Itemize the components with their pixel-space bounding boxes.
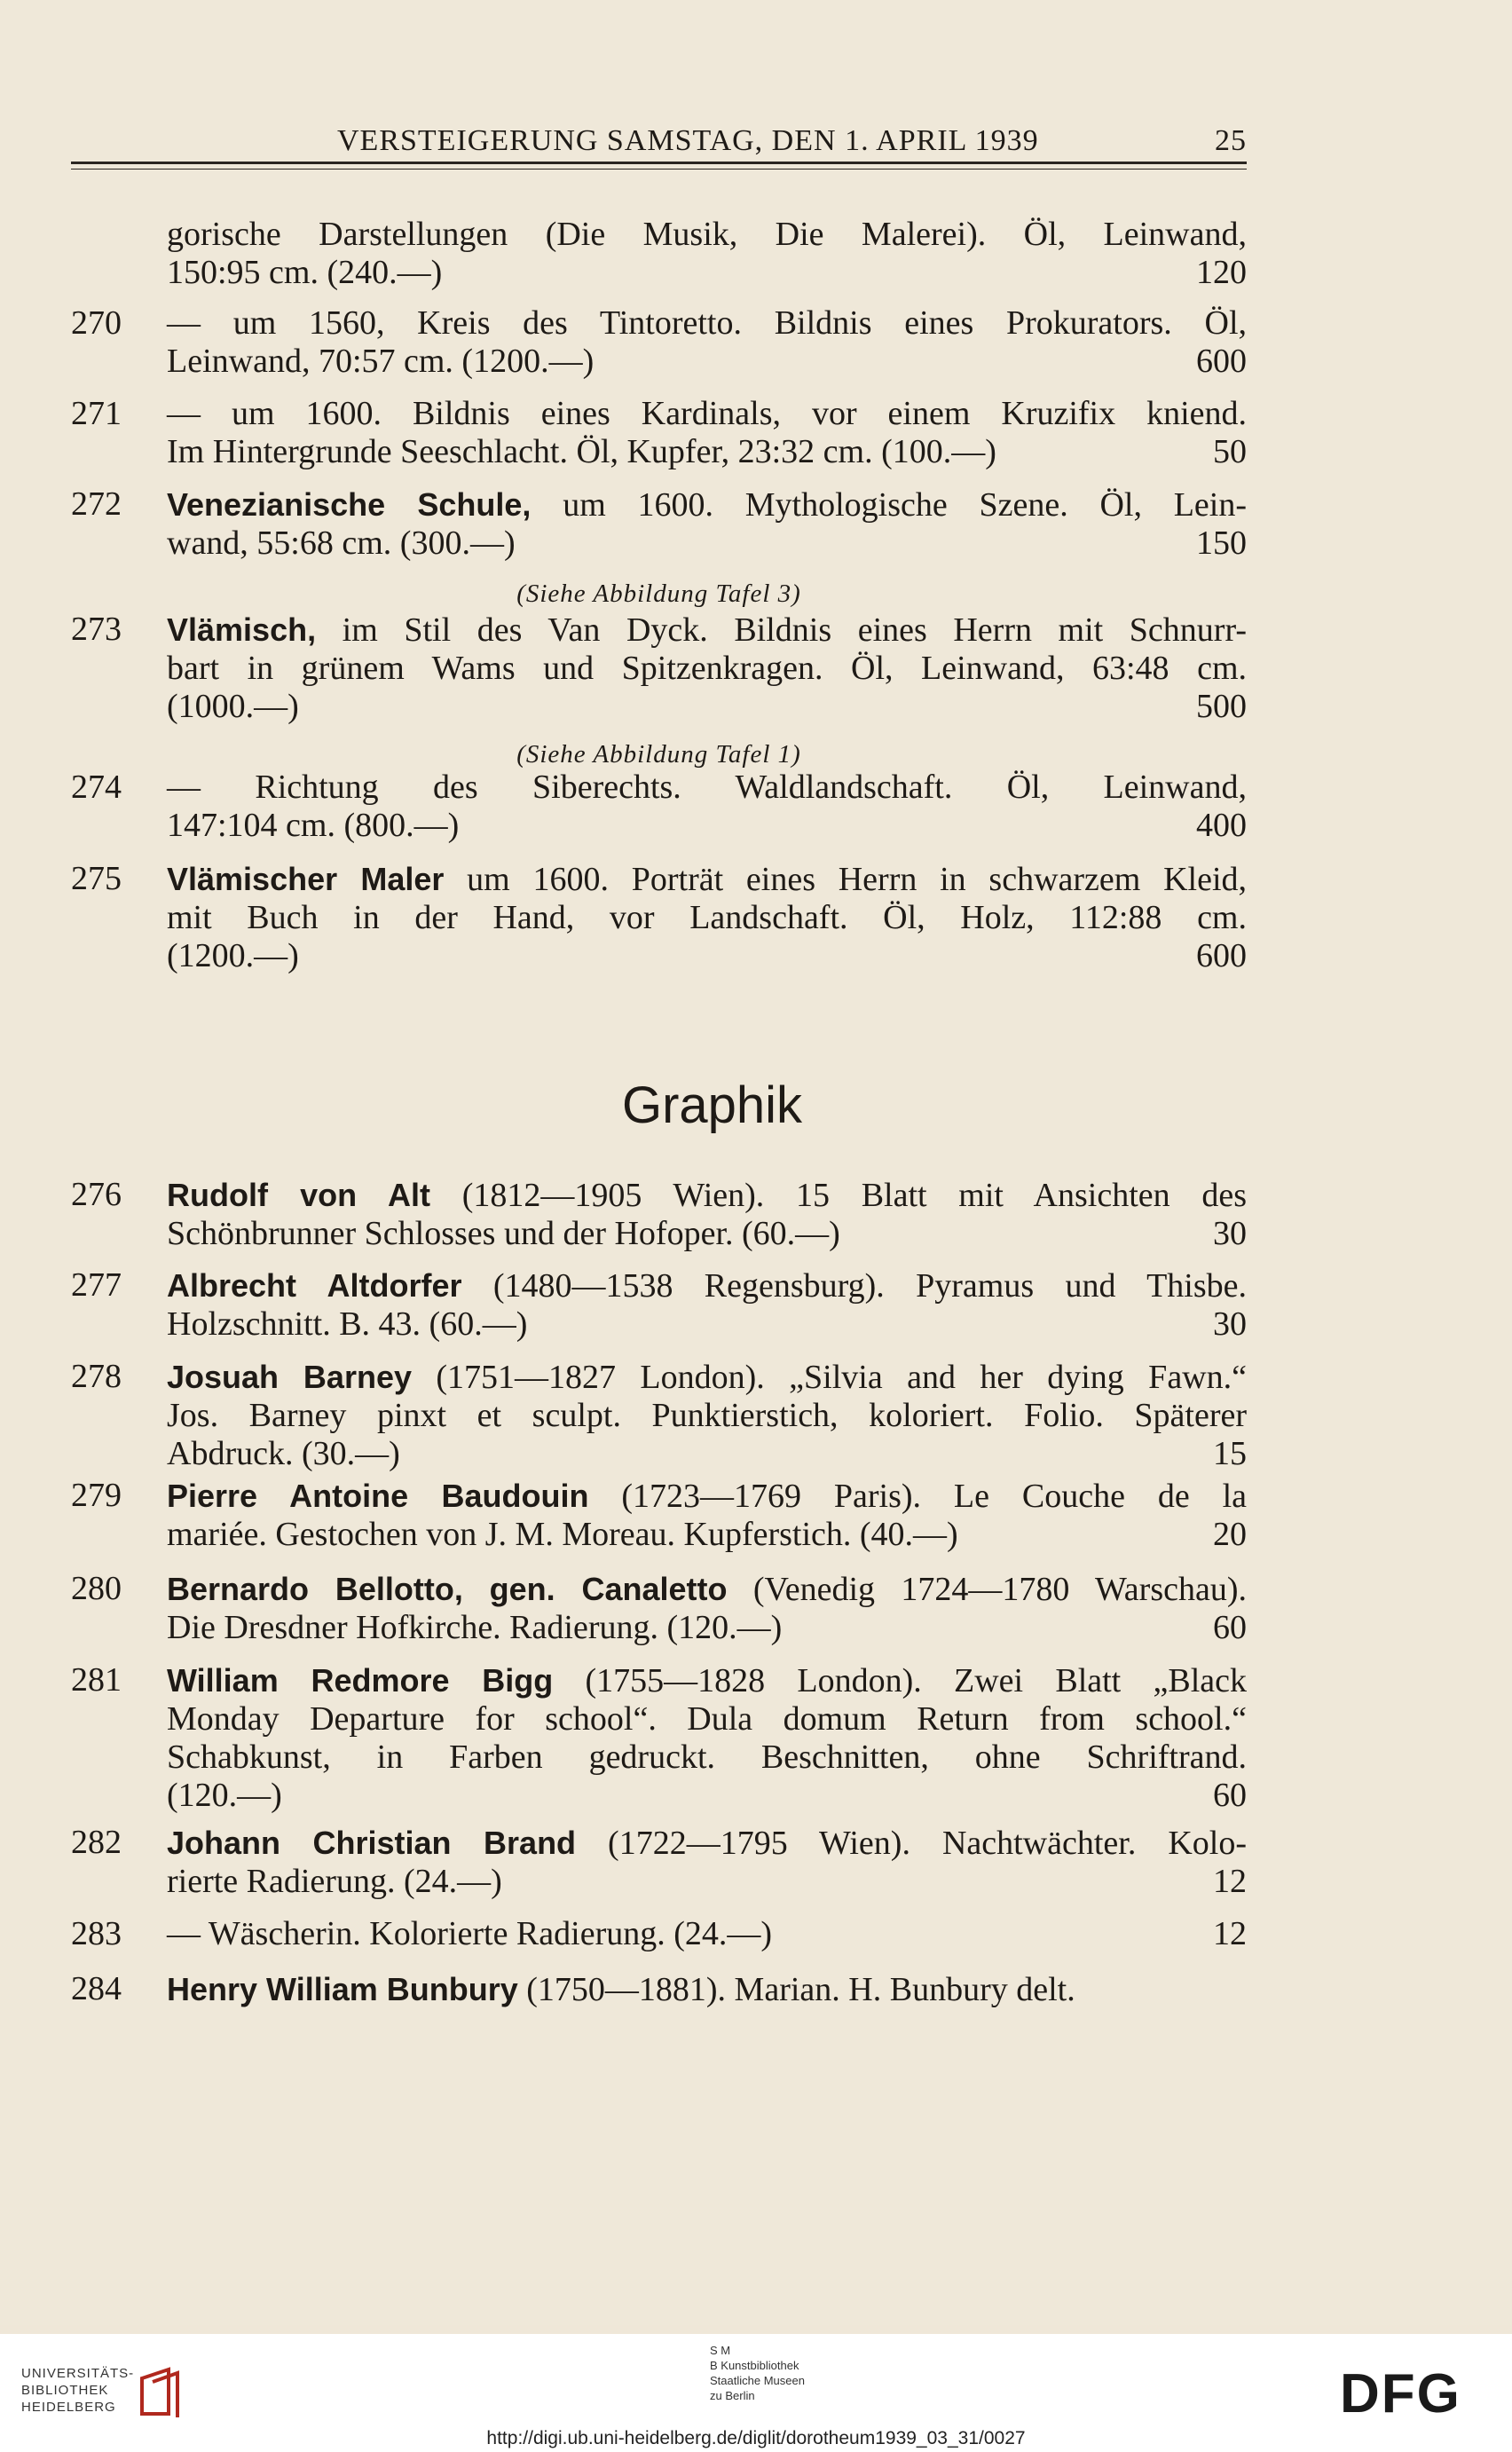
sm-line: B Kunstbibliothek xyxy=(710,2359,799,2372)
catalog-entry xyxy=(71,769,1247,845)
lot-description xyxy=(167,1477,1247,1554)
first-line-rest: (1751—1827 London). „Silvia and her dying Fawn.“ xyxy=(411,1359,1247,1396)
description-line: Schabkunst, in Farben gedruckt. Beschnitten, ohne Schriftrand. xyxy=(167,1738,1247,1776)
last-line xyxy=(167,1305,1247,1344)
description-line: mit Buch in der Hand, vor Landschaft. Öl, Holz, 112:88 cm. xyxy=(167,899,1247,936)
first-line xyxy=(167,611,1247,650)
ub-heidelberg-logo[interactable] xyxy=(21,2365,134,2416)
artist-name: Albrecht Altdorfer xyxy=(167,1267,462,1304)
lot-number: 277 xyxy=(71,1266,122,1304)
artist-name: Pierre Antoine Baudouin xyxy=(167,1478,589,1514)
lot-number: 279 xyxy=(71,1477,122,1514)
estimate-price: 20 xyxy=(1213,1516,1247,1553)
estimate-price: 60 xyxy=(1213,1777,1247,1814)
header-title: VERSTEIGERUNG SAMSTAG, DEN 1. APRIL 1939 xyxy=(337,124,1039,157)
lot-description xyxy=(167,1570,1247,1647)
catalog-entry xyxy=(71,395,1247,471)
artist-name: Rudolf von Alt xyxy=(167,1177,431,1213)
first-line-rest: (1480—1538 Regensburg). Pyramus und Thisbe. xyxy=(461,1267,1247,1305)
last-line xyxy=(167,1915,1247,1953)
estimate-price: 500 xyxy=(1196,688,1247,725)
lot-number: 278 xyxy=(71,1358,122,1395)
description-line: Monday Departure for school“. Dula domum Return from school.“ xyxy=(167,1700,1247,1738)
permalink[interactable]: http://digi.ub.uni-heidelberg.de/diglit/dorotheum1939_03_31/0027 xyxy=(486,2428,1026,2448)
last-line xyxy=(167,1863,1247,1901)
estimate-price: 60 xyxy=(1213,1609,1247,1646)
last-line-text: Holzschnitt. B. 43. (60.—) xyxy=(167,1305,528,1343)
lot-number: 273 xyxy=(71,611,122,648)
lot-description xyxy=(167,1358,1247,1473)
last-line-text: Die Dresdner Hofkirche. Radierung. (120.—) xyxy=(167,1609,783,1646)
last-line xyxy=(167,254,1247,292)
header-rule-thin xyxy=(71,169,1247,170)
artist-name: Josuah Barney xyxy=(167,1359,412,1395)
lot-number: 276 xyxy=(71,1176,122,1213)
lot-description xyxy=(167,1915,1247,1953)
lot-description xyxy=(167,485,1247,563)
last-line-text: wand, 55:68 cm. (300.—) xyxy=(167,524,516,562)
lot-number: 272 xyxy=(71,485,122,523)
lot-description xyxy=(167,395,1247,471)
catalog-entry xyxy=(71,1176,1247,1253)
description-line: — Richtung des Siberechts. Waldlandschaft. Öl, Leinwand, xyxy=(167,769,1247,806)
first-line xyxy=(167,1477,1247,1516)
last-line xyxy=(167,937,1247,975)
lot-number: 274 xyxy=(71,769,122,806)
estimate-price: 600 xyxy=(1196,937,1247,974)
last-line xyxy=(167,1609,1247,1647)
ub-line: UNIVERSITÄTS- xyxy=(21,2366,135,2381)
last-line xyxy=(167,1435,1247,1473)
first-line-rest: (1812—1905 Wien). 15 Blatt mit Ansichten des xyxy=(430,1177,1247,1214)
first-line xyxy=(167,1970,1247,2009)
last-line-text: 147:104 cm. (800.—) xyxy=(167,807,460,844)
estimate-price: 12 xyxy=(1213,1863,1247,1900)
last-line-text: Abdruck. (30.—) xyxy=(167,1435,400,1472)
artist-name: Vlämischer Maler xyxy=(167,861,445,897)
first-line-rest: (Venedig 1724—1780 Warschau). xyxy=(727,1571,1247,1608)
first-line-rest: (1755—1828 London). Zwei Blatt „Black xyxy=(553,1662,1247,1699)
lot-number: 271 xyxy=(71,395,122,432)
last-line xyxy=(167,1516,1247,1554)
catalog-entry xyxy=(71,216,1247,292)
estimate-price: 400 xyxy=(1196,807,1247,844)
sm-line: S M xyxy=(710,2344,731,2357)
artist-name: Vlämisch, xyxy=(167,611,317,648)
sm-line: Staatliche Museen xyxy=(710,2374,805,2387)
last-line xyxy=(167,433,1247,471)
estimate-price: 50 xyxy=(1213,433,1247,470)
first-line-rest: im Stil des Van Dyck. Bildnis eines Herrn mit Schnurr- xyxy=(316,611,1247,649)
last-line-text: Leinwand, 70:57 cm. (1200.—) xyxy=(167,343,595,380)
catalog-entry xyxy=(71,1477,1247,1554)
last-line xyxy=(167,524,1247,563)
description-line: bart in grünem Wams und Spitzenkragen. Öl, Leinwand, 63:48 cm. xyxy=(167,650,1247,687)
artist-name: Bernardo Bellotto, gen. Canaletto xyxy=(167,1571,728,1607)
first-line-rest: (1722—1795 Wien). Nachtwächter. Kolo- xyxy=(576,1825,1247,1862)
catalog-entry xyxy=(71,1570,1247,1647)
artist-name: Venezianische Schule, xyxy=(167,486,532,523)
lot-number: 284 xyxy=(71,1970,122,2007)
lot-description xyxy=(167,860,1247,975)
lot-number: 282 xyxy=(71,1824,122,1861)
sm-line: zu Berlin xyxy=(710,2389,755,2402)
last-line xyxy=(167,343,1247,381)
lot-description xyxy=(167,1266,1247,1344)
estimate-price: 120 xyxy=(1196,254,1247,291)
estimate-price: 150 xyxy=(1196,524,1247,562)
lot-number: 280 xyxy=(71,1570,122,1607)
last-line-text: (120.—) xyxy=(167,1777,282,1814)
first-line-rest: um 1600. Mythologische Szene. Öl, Lein- xyxy=(531,486,1248,524)
first-line xyxy=(167,485,1247,524)
lot-number: 270 xyxy=(71,304,122,342)
first-line xyxy=(167,1358,1247,1397)
catalog-entry xyxy=(71,1661,1247,1815)
lot-description xyxy=(167,1661,1247,1815)
first-line xyxy=(167,1176,1247,1215)
last-line xyxy=(167,1215,1247,1253)
lot-description xyxy=(167,1824,1247,1901)
sm-kunstbibliothek-logo xyxy=(710,2343,805,2403)
first-line xyxy=(167,860,1247,899)
last-line-text: Schönbrunner Schlosses und der Hofoper. (60.—) xyxy=(167,1215,840,1252)
artist-name: Johann Christian Brand xyxy=(167,1825,577,1861)
last-line-text: — Wäscherin. Kolorierte Radierung. (24.—) xyxy=(167,1915,773,1952)
last-line-text: (1200.—) xyxy=(167,937,299,974)
artist-name: Henry William Bunbury xyxy=(167,1971,518,2007)
lot-number: 275 xyxy=(71,860,122,897)
catalog-entry xyxy=(71,1915,1247,1953)
last-line-text: mariée. Gestochen von J. M. Moreau. Kupferstich. (40.—) xyxy=(167,1516,958,1553)
last-line-text: 150:95 cm. (240.—) xyxy=(167,254,443,291)
lot-description xyxy=(167,304,1247,381)
catalog-entry xyxy=(71,1824,1247,1901)
first-line xyxy=(167,1266,1247,1305)
estimate-price: 30 xyxy=(1213,1305,1247,1343)
running-header xyxy=(71,121,1247,160)
plate-reference: (Siehe Abbildung Tafel 1) xyxy=(516,740,801,769)
last-line xyxy=(167,688,1247,726)
first-line-rest: um 1600. Porträt eines Herrn in schwarzem Kleid, xyxy=(444,861,1248,898)
lot-description xyxy=(167,1970,1247,2009)
catalog-entry xyxy=(71,1358,1247,1473)
last-line xyxy=(167,1777,1247,1815)
catalog-entry xyxy=(71,485,1247,563)
description-line: gorische Darstellungen (Die Musik, Die Malerei). Öl, Leinwand, xyxy=(167,216,1247,253)
lot-number: 283 xyxy=(71,1915,122,1952)
catalog-entry xyxy=(71,1266,1247,1344)
plate-reference: (Siehe Abbildung Tafel 3) xyxy=(516,579,801,608)
first-line-rest: (1750—1881). Marian. H. Bunbury delt. xyxy=(517,1971,1075,2008)
last-line-text: (1000.—) xyxy=(167,688,299,725)
ub-emblem-icon xyxy=(133,2361,186,2423)
first-line-rest: (1723—1769 Paris). Le Couche de la xyxy=(588,1478,1247,1515)
catalog-entry xyxy=(71,1970,1247,2009)
last-line-text: rierte Radierung. (24.—) xyxy=(167,1863,502,1900)
last-line-text: Im Hintergrunde Seeschlacht. Öl, Kupfer, 23:32 cm. (100.—) xyxy=(167,433,996,470)
page-number: 25 xyxy=(1215,124,1247,157)
estimate-price: 12 xyxy=(1213,1915,1247,1952)
lot-description xyxy=(167,216,1247,292)
lot-description xyxy=(167,1176,1247,1253)
estimate-price: 15 xyxy=(1213,1435,1247,1472)
catalog-entry xyxy=(71,611,1247,726)
ub-line: BIBLIOTHEK xyxy=(21,2383,109,2398)
estimate-price: 30 xyxy=(1213,1215,1247,1252)
last-line xyxy=(167,807,1247,845)
footer-bar xyxy=(0,2334,1512,2452)
lot-description xyxy=(167,611,1247,726)
description-line: — um 1560, Kreis des Tintoretto. Bildnis eines Prokurators. Öl, xyxy=(167,304,1247,342)
artist-name: William Redmore Bigg xyxy=(167,1662,554,1699)
first-line xyxy=(167,1570,1247,1609)
description-line: Jos. Barney pinxt et sculpt. Punktierstich, koloriert. Folio. Späterer xyxy=(167,1397,1247,1434)
catalog-entry xyxy=(71,304,1247,381)
dfg-logo[interactable]: DFG xyxy=(1340,2363,1461,2424)
first-line xyxy=(167,1661,1247,1700)
estimate-price: 600 xyxy=(1196,343,1247,380)
lot-number: 281 xyxy=(71,1661,122,1699)
ub-line: HEIDELBERG xyxy=(21,2400,116,2415)
first-line xyxy=(167,1824,1247,1863)
description-line: — um 1600. Bildnis eines Kardinals, vor einem Kruzifix kniend. xyxy=(167,395,1247,432)
catalog-entry xyxy=(71,860,1247,975)
section-title: Graphik xyxy=(621,1076,803,1134)
header-rule xyxy=(71,162,1247,164)
lot-description xyxy=(167,769,1247,845)
